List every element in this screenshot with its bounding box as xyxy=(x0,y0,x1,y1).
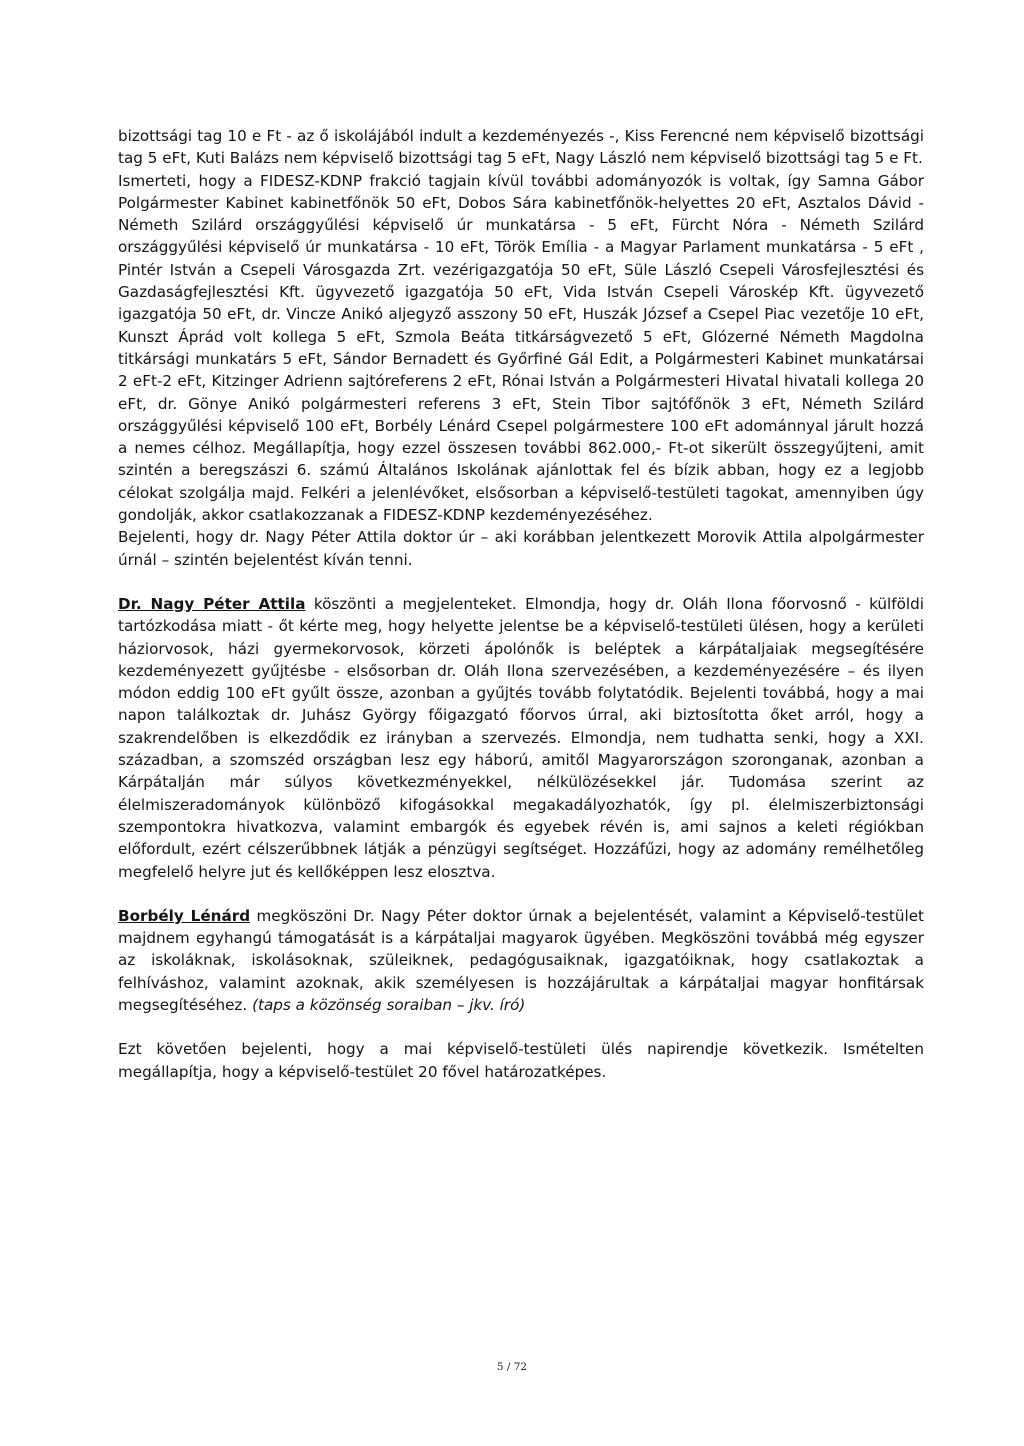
paragraph-gap xyxy=(118,571,924,593)
speaker-name-borbely-lenard: Borbély Lénárd xyxy=(118,906,251,925)
paragraph-gap xyxy=(118,883,924,905)
speaker-name-nagy-peter: Dr. Nagy Péter Attila xyxy=(118,594,306,613)
paragraph-gap xyxy=(118,1016,924,1038)
speech-text-nagy-peter: köszönti a megjelenteket. Elmondja, hogy dr. Oláh Ilona főorvosnő - külföldi tartózkodása miatt - őt kérte meg, hogy helyette jelentse be a képviselő-testületi ülésen, hogy a kerületi háziorvosok, házi gyermekorvosok, körzeti ápolónők is beléptek a kárpátaljaiak megsegítésére kezdeményezett gyűjtésbe - elsősorban dr. Oláh Ilona szervezésében, a kezdeményezésére – és ilyen módon eddig 100 eFt gyűlt össze, azonban a gyűjtés tovább folytatódik. Bejelenti továbbá, hogy a mai napon találkoztak dr. Juhász György főigazgató főorvos úrral, aki biztosította őket arról, hogy a szakrendelőben is elkezdődik ez irányban a szervezés. Elmondja, nem tudhatta senki, hogy a XXI. században, a szomszéd országban lesz egy háború, amitől Magyarországon szoronganak, azonban a Kárpátalján már súlyos következményekkel, nélkülözésekkel jár. Tudomása szerint az élelmiszeradományok különböző kifogásokkal megakadályozhatók, így pl. élelmiszerbiztonsági szempontokra hivatkozva, valamint embargók és egyebek révén is, ami sajnos a keleti régiókban előfordult, ezért célszerűbbnek látják a pénzügyi segítséget. Hozzáfűzi, hogy az adomány remélhetőleg megfelelő helyre jut és kellőképpen lesz elosztva. xyxy=(118,594,924,881)
speech-text-borbely-lenard: megköszöni Dr. Nagy Péter doktor úrnak a bejelentését, valamint a Képviselő-testület majdnem egyhangú támogatását is a kárpátaljai magyarok ügyében. Megköszöni továbbá még egyszer az iskoláknak, iskolásoknak, szüleiknek, pedagógusaiknak, igazgatóiknak, hogy csatlakoztak a felhíváshoz, valamint azoknak, akik személyesen is hozzájárultak a kárpátaljai magyar honfitársak megsegítéséhez. xyxy=(118,906,924,1014)
paragraph-agenda: Ezt követően bejelenti, hogy a mai képviselő-testületi ülés napirendje következik. Ismételten megállapítja, hogy a képviselő-testület 20 fővel határozatképes. xyxy=(118,1040,924,1081)
paragraph-donors-list: Ismerteti, hogy a FIDESZ-KDNP frakció tagjain kívül további adományozók is voltak, így Samna Gábor Polgármester Kabinet kabinetfőnök 50 eFt, Dobos Sára kabinetfőnök-helyettes 20 eFt, Asztalos Dávid - Németh Szilárd országgyűlési képviselő úr munkatársa - 5 eFt, Fürcht Nóra - Németh Szilárd országgyűlési képviselő úr munkatársa - 10 eFt, Török Emília - a Magyar Parlament munkatársa - 5 eFt , Pintér István a Csepeli Városgazda Zrt. vezérigazgatója 50 eFt, Süle László Csepeli Városfejlesztési és Gazdaságfejlesztési Kft. ügyvezető igazgatója 50 eFt, Vida István Csepeli Városkép Kft. ügyvezető igazgatója 50 eFt, dr. Vincze Anikó aljegyző asszony 50 eFt, Huszák József a Csepel Piac vezetője 10 eFt, Kunszt Áprád volt kollega 5 eFt, Szmola Beáta titkárságvezető 5 eFt, Glózerné Németh Magdolna titkársági munkatárs 5 eFt, Sándor Bernadett és Győrfiné Gál Edit, a Polgármesteri Kabinet munkatársai 2 eFt-2 eFt, Kitzinger Adrienn sajtóreferens 2 eFt, Rónai István a Polgármesteri Hivatal hivatali kollega 20 eFt, dr. Gönye Anikó polgármesteri referens 3 eFt, Stein Tibor sajtófőnök 3 eFt, Németh Szilárd országgyűlési képviselő 100 eFt, Borbély Lénárd Csepel polgármestere 100 eFt adománnyal járult hozzá a nemes célhoz. Megállapítja, hogy ezzel összesen további 862.000,- Ft-ot sikerült összegyűjteni, amit szintén a beregszászi 6. számú Általános Iskolának ajánlottak fel és bízik abban, hogy ez a legjobb célokat szolgálja majd. Felkéri a jelenlévőket, elsősorban a képviselő-testületi tagokat, amennyiben úgy gondolják, akkor csatlakozzanak a FIDESZ-KDNP kezdeményezéséhez. xyxy=(118,171,924,525)
paragraph-donors-committee: bizottsági tag 10 e Ft - az ő iskolájából indult a kezdeményezés -, Kiss Ferencné nem képviselő bizottsági tag 5 eFt, Kuti Balázs nem képviselő bizottsági tag 5 eFt, Nagy László nem képviselő bizottsági tag 5 e Ft. xyxy=(118,127,924,168)
paragraph-borbely-lenard xyxy=(118,905,924,1016)
document-body xyxy=(118,125,924,1083)
page-number: 5 / 72 xyxy=(496,1361,528,1373)
paragraph-nagy-peter xyxy=(118,593,924,883)
paragraph-announcement: Bejelenti, hogy dr. Nagy Péter Attila doktor úr – aki korábban jelentkezett Morovik Attila alpolgármester úrnál – szintén bejelentést kíván tenni. xyxy=(118,528,924,569)
minutes-note: (taps a közönség soraiban – jkv. író) xyxy=(252,995,526,1014)
